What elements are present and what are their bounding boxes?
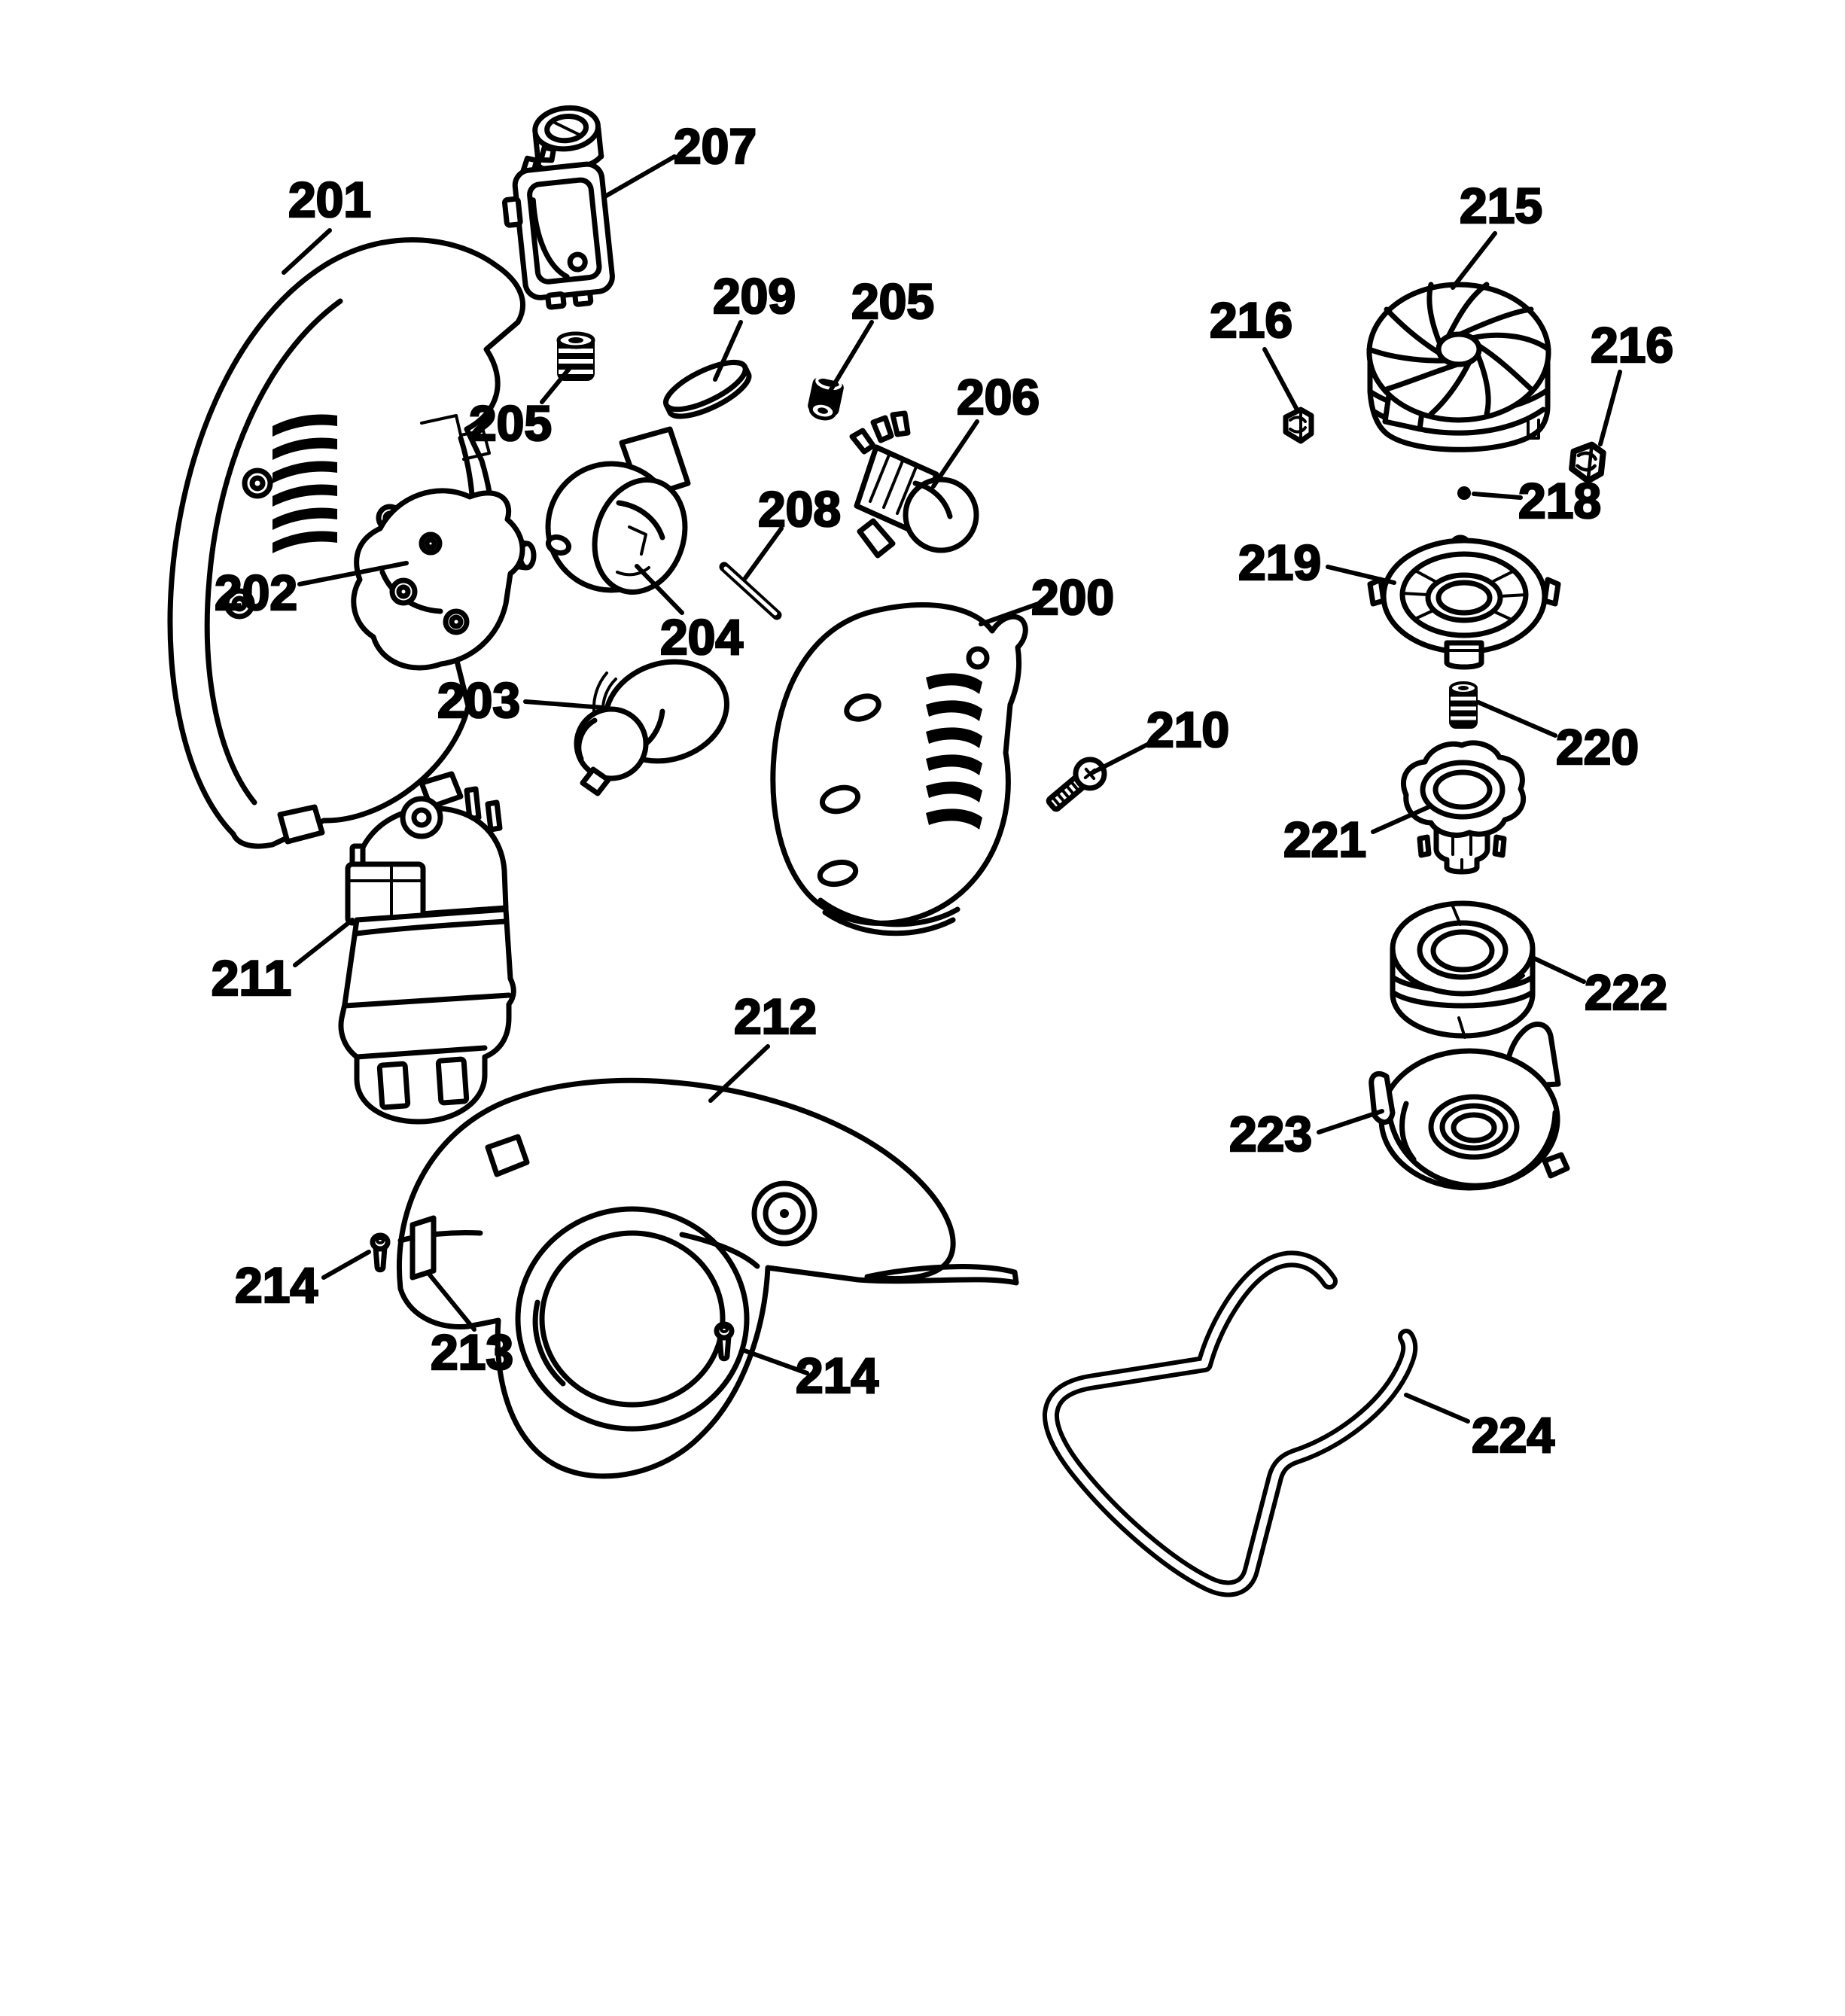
callout-218: 218 — [1518, 473, 1602, 528]
part-219-spool-base — [1370, 537, 1558, 667]
leader-216a — [1265, 349, 1298, 411]
part-214-screw-left — [373, 1235, 388, 1270]
callout-205a: 205 — [468, 395, 553, 451]
leader-203 — [525, 702, 603, 708]
part-206-switch — [852, 413, 976, 556]
leader-210 — [1090, 742, 1152, 774]
callout-222: 222 — [1584, 964, 1668, 1020]
part-224-wire-edge-guard — [1051, 1259, 1409, 1588]
callout-224: 224 — [1471, 1407, 1555, 1463]
leader-205b — [828, 322, 872, 394]
part-209-felt-disc — [659, 353, 754, 425]
callout-220: 220 — [1555, 719, 1639, 775]
leader-223 — [1319, 1111, 1382, 1132]
leader-215 — [1453, 233, 1495, 288]
part-215-fan — [1369, 285, 1548, 449]
callout-204: 204 — [659, 609, 744, 665]
callout-223: 223 — [1228, 1106, 1313, 1162]
callout-210: 210 — [1146, 702, 1230, 757]
callout-212: 212 — [733, 988, 817, 1044]
callout-216b: 216 — [1590, 317, 1674, 373]
leader-219 — [1328, 567, 1394, 583]
callout-203: 203 — [437, 672, 521, 728]
callout-215: 215 — [1459, 178, 1543, 233]
callout-216a: 216 — [1209, 292, 1293, 348]
part-204-clutch-knob — [546, 429, 699, 604]
leader-206 — [933, 422, 977, 486]
leader-224 — [1406, 1395, 1468, 1421]
part-211-motor — [341, 789, 513, 1122]
part-220-spring — [1449, 683, 1478, 729]
part-210-screw — [1043, 754, 1110, 817]
callout-207: 207 — [673, 118, 757, 174]
callout-205b: 205 — [851, 273, 935, 329]
callout-206: 206 — [956, 369, 1040, 425]
part-216-clip-left — [1286, 410, 1311, 441]
leader-220 — [1478, 702, 1555, 735]
callout-214b: 214 — [795, 1348, 879, 1403]
part-218-pin-dot — [1457, 486, 1471, 500]
part-223-spool-cover — [1372, 1025, 1567, 1188]
part-205-bushing-right — [805, 374, 845, 422]
callout-214a: 214 — [234, 1257, 318, 1313]
callout-219: 219 — [1238, 534, 1322, 590]
callout-209: 209 — [712, 268, 796, 324]
leader-216b — [1600, 372, 1620, 444]
part-222-spool — [1393, 903, 1533, 1037]
callout-201: 201 — [288, 172, 372, 227]
part-203-cam-hub — [577, 647, 740, 793]
callout-213: 213 — [430, 1324, 514, 1380]
leader-222 — [1534, 958, 1584, 982]
part-212-guard — [399, 1080, 1016, 1476]
part-200-main-housing — [773, 605, 1025, 933]
leader-214a — [324, 1252, 369, 1278]
part-221-bump-knob — [1403, 743, 1523, 872]
part-214-screw-bottom — [717, 1324, 732, 1359]
callout-208: 208 — [757, 481, 842, 537]
leader-207 — [604, 157, 674, 197]
leader-218 — [1474, 494, 1521, 498]
callout-200: 200 — [1031, 569, 1115, 625]
callout-221: 221 — [1283, 812, 1367, 867]
leader-211 — [295, 920, 352, 965]
callout-211: 211 — [211, 950, 292, 1006]
part-213-label-plate — [413, 1218, 434, 1278]
callout-202: 202 — [214, 565, 298, 620]
